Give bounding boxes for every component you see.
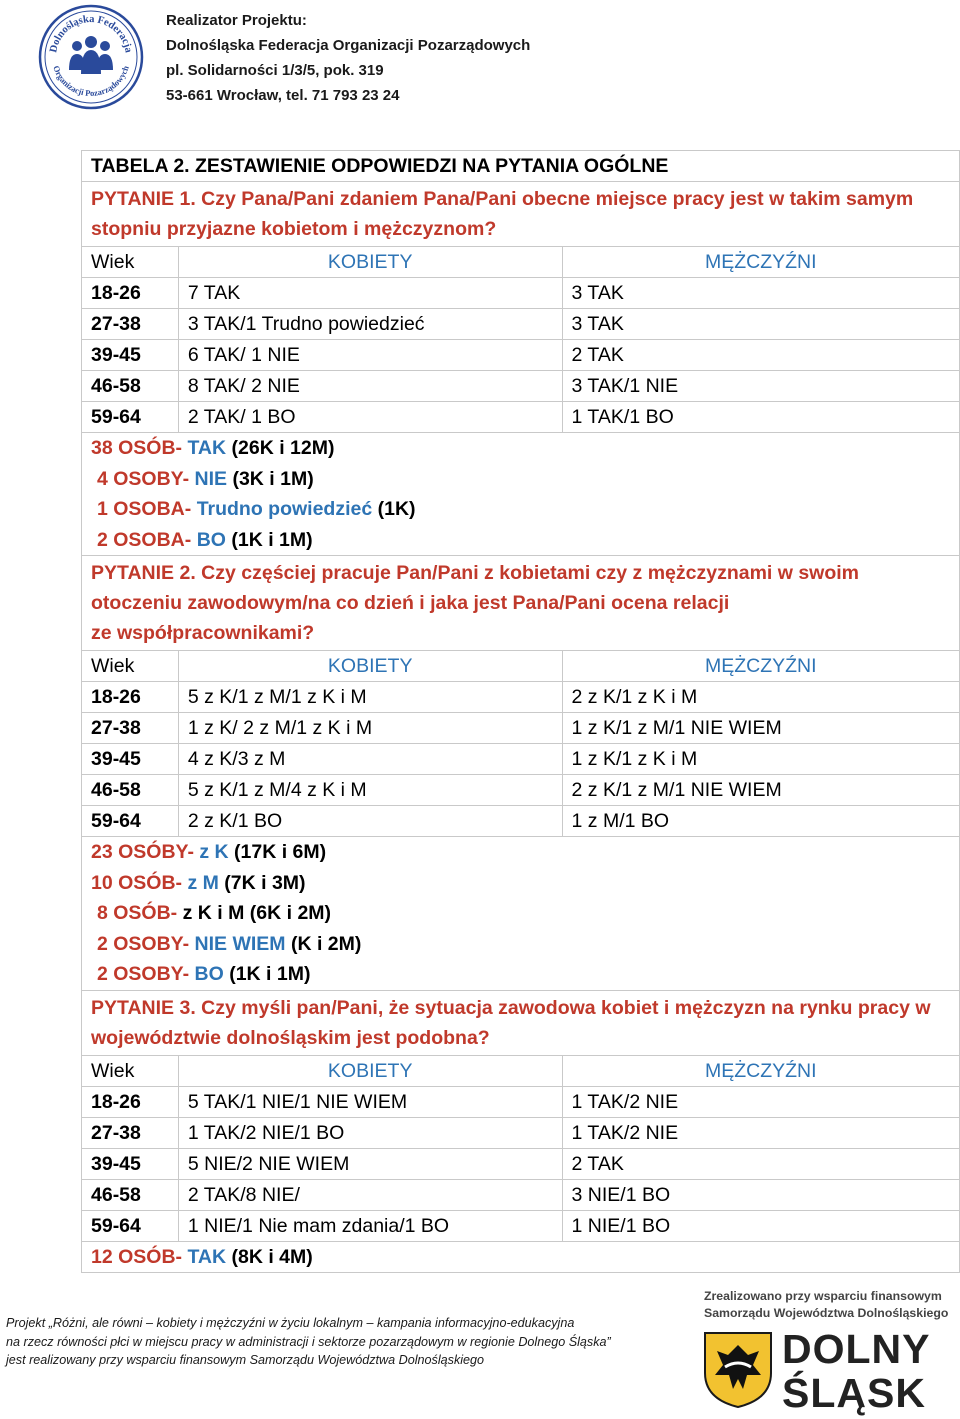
question-3-label: PYTANIE 3. — [91, 996, 196, 1019]
table-row — [82, 402, 960, 433]
col-header-men: MĘŻCZYŹNI — [562, 247, 959, 278]
age-cell: 46-58 — [82, 1179, 179, 1210]
footer-line: Projekt „Różni, ale równi – kobiety i mężczyźni w życiu lokalnym – kampania informacyjno-edukacyjna — [6, 1316, 575, 1330]
summary-line: 4 OSOBY- NIE (3K i 1M) — [97, 467, 314, 490]
women-cell: 6 TAK/ 1 NIE — [178, 340, 562, 371]
col-header-age: Wiek — [82, 651, 179, 682]
question-3-summary — [82, 1241, 960, 1273]
question-2-label: PYTANIE 2. — [91, 562, 196, 584]
summary-line: 2 OSOBY- NIE WIEM (K i 2M) — [97, 932, 362, 955]
age-cell: 46-58 — [82, 371, 179, 402]
women-cell: 8 TAK/ 2 NIE — [178, 371, 562, 402]
women-cell: 5 z K/1 z M/4 z K i M — [178, 775, 562, 806]
men-cell: 2 TAK — [562, 1148, 959, 1179]
men-cell: 1 z M/1 BO — [562, 806, 959, 837]
logo-arc-top: Dolnośląska Federacja — [48, 13, 134, 54]
funding-line: Samorządu Województwa Dolnośląskiego — [704, 1306, 949, 1320]
age-cell: 39-45 — [82, 744, 179, 775]
col-header-men: MĘŻCZYŹNI — [562, 1055, 959, 1086]
summary-line: 2 OSOBA- BO (1K i 1M) — [97, 528, 313, 551]
women-cell: 2 z K/1 BO — [178, 806, 562, 837]
table-row — [82, 1117, 960, 1148]
age-cell: 18-26 — [82, 682, 179, 713]
summary-line: 2 OSOBY- BO (1K i 1M) — [97, 963, 311, 985]
table-row — [82, 278, 960, 309]
women-cell: 2 TAK/ 1 BO — [178, 402, 562, 433]
age-cell: 39-45 — [82, 1148, 179, 1179]
project-contractor-block — [166, 8, 530, 108]
table-row — [82, 682, 960, 713]
summary-line: 23 OSÓBY- z K (17K i 6M) — [91, 841, 327, 863]
women-cell: 5 NIE/2 NIE WIEM — [178, 1148, 562, 1179]
men-cell: 1 NIE/1 BO — [562, 1210, 959, 1241]
svg-text:Dolnośląska Federacja — [48, 14, 134, 54]
funding-note — [704, 1288, 948, 1322]
women-cell: 5 z K/1 z M/1 z K i M — [178, 682, 562, 713]
col-header-women: KOBIETY — [178, 247, 562, 278]
footer-line: jest realizowany przy wsparciu finansowym Samorządu Województwa Dolnośląskiego — [6, 1353, 485, 1367]
header-row — [82, 1055, 960, 1086]
table-row — [82, 775, 960, 806]
table-row — [82, 744, 960, 775]
men-cell: 2 TAK — [562, 340, 959, 371]
question-3 — [82, 990, 960, 1055]
brand-line: ŚLĄSK — [782, 1370, 926, 1416]
summary-line: 12 OSÓB- TAK (8K i 4M) — [91, 1245, 313, 1268]
col-header-age: Wiek — [82, 247, 179, 278]
dolny-slask-brand — [782, 1327, 931, 1415]
women-cell: 1 TAK/2 NIE/1 BO — [178, 1117, 562, 1148]
age-cell: 59-64 — [82, 1210, 179, 1241]
men-cell: 2 z K/1 z M/1 NIE WIEM — [562, 775, 959, 806]
age-cell: 27-38 — [82, 713, 179, 744]
age-cell: 18-26 — [82, 1086, 179, 1117]
men-cell: 3 TAK/1 NIE — [562, 371, 959, 402]
summary-line: 38 OSÓB- TAK (26K i 12M) — [91, 437, 335, 459]
summary-line: 1 OSOBA- Trudno powiedzieć (1K) — [97, 498, 416, 520]
women-cell: 4 z K/3 z M — [178, 744, 562, 775]
contractor-label: Realizator Projektu: — [166, 12, 307, 29]
question-1-text: Czy Pana/Pani zdaniem Pana/Pani obecne miejsce pracy jest w takim samym stopniu przyjazne kobietom i mężczyznom? — [91, 188, 914, 240]
men-cell: 1 z K/1 z M/1 NIE WIEM — [562, 713, 959, 744]
table-row — [82, 340, 960, 371]
age-cell: 27-38 — [82, 1117, 179, 1148]
funding-line: Zrealizowano przy wsparciu finansowym — [704, 1289, 942, 1303]
col-header-women: KOBIETY — [178, 1055, 562, 1086]
table-row — [82, 371, 960, 402]
men-cell: 1 TAK/2 NIE — [562, 1086, 959, 1117]
project-footer-note — [6, 1314, 611, 1370]
question-2-summary — [82, 837, 960, 991]
women-cell: 1 z K/ 2 z M/1 z K i M — [178, 713, 562, 744]
logo-people-icon — [69, 36, 113, 74]
table-row — [82, 1086, 960, 1117]
question-1 — [82, 182, 960, 247]
women-cell: 7 TAK — [178, 278, 562, 309]
age-cell: 46-58 — [82, 775, 179, 806]
col-header-men: MĘŻCZYŹNI — [562, 651, 959, 682]
age-cell: 59-64 — [82, 806, 179, 837]
question-2 — [82, 556, 960, 651]
header-row — [82, 247, 960, 278]
men-cell: 3 TAK — [562, 278, 959, 309]
col-header-age: Wiek — [82, 1055, 179, 1086]
women-cell: 2 TAK/8 NIE/ — [178, 1179, 562, 1210]
table-row — [82, 309, 960, 340]
summary-line: 10 OSÓB- z M (7K i 3M) — [91, 871, 306, 894]
survey-results-table — [81, 150, 960, 1273]
footer-line: na rzecz równości płci w miejscu pracy w administracji i sektorze pozarządowym w regionie Dolnego Śląska” — [6, 1334, 611, 1349]
table-row — [82, 806, 960, 837]
question-2-line-1: Czy częściej pracuje Pan/Pani z kobietami czy z mężczyznami w swoim — [201, 562, 860, 584]
summary-line: 8 OSÓB- z K i M (6K i 2M) — [97, 902, 332, 924]
table-row — [82, 1148, 960, 1179]
col-header-women: KOBIETY — [178, 651, 562, 682]
table-row — [82, 713, 960, 744]
question-3-text: Czy myśli pan/Pani, że sytuacja zawodowa kobiet i mężczyzn na rynku pracy w województwie dolnośląskim jest podobna? — [91, 996, 931, 1049]
logo-arc-bottom: Organizacji Pozarządowych — [51, 64, 131, 99]
women-cell: 5 TAK/1 NIE/1 NIE WIEM — [178, 1086, 562, 1117]
question-2-line-3: ze współpracownikami? — [91, 622, 315, 644]
lower-silesia-crest-icon — [703, 1331, 773, 1409]
question-1-summary — [82, 433, 960, 556]
women-cell: 3 TAK/1 Trudno powiedzieć — [178, 309, 562, 340]
women-cell: 1 NIE/1 Nie mam zdania/1 BO — [178, 1210, 562, 1241]
contractor-name: Dolnośląska Federacja Organizacji Pozarządowych — [166, 37, 531, 54]
age-cell: 39-45 — [82, 340, 179, 371]
brand-line: DOLNY — [782, 1326, 931, 1372]
federation-logo — [38, 4, 144, 110]
men-cell: 1 TAK/1 BO — [562, 402, 959, 433]
men-cell: 2 z K/1 z K i M — [562, 682, 959, 713]
contractor-city-phone: 53-661 Wrocław, tel. 71 793 23 24 — [166, 87, 400, 104]
table-title: TABELA 2. ZESTAWIENIE ODPOWIEDZI NA PYTANIA OGÓLNE — [82, 151, 960, 182]
men-cell: 3 NIE/1 BO — [562, 1179, 959, 1210]
age-cell: 27-38 — [82, 309, 179, 340]
table-row — [82, 1179, 960, 1210]
men-cell: 1 z K/1 z K i M — [562, 744, 959, 775]
contractor-address: pl. Solidarności 1/3/5, pok. 319 — [166, 62, 384, 79]
header-row — [82, 651, 960, 682]
men-cell: 1 TAK/2 NIE — [562, 1117, 959, 1148]
age-cell: 59-64 — [82, 402, 179, 433]
table-row — [82, 1210, 960, 1241]
men-cell: 3 TAK — [562, 309, 959, 340]
question-1-label: PYTANIE 1. — [91, 188, 196, 210]
question-2-line-2: otoczeniu zawodowym/na co dzień i jaka jest Pana/Pani ocena relacji — [91, 592, 730, 614]
age-cell: 18-26 — [82, 278, 179, 309]
